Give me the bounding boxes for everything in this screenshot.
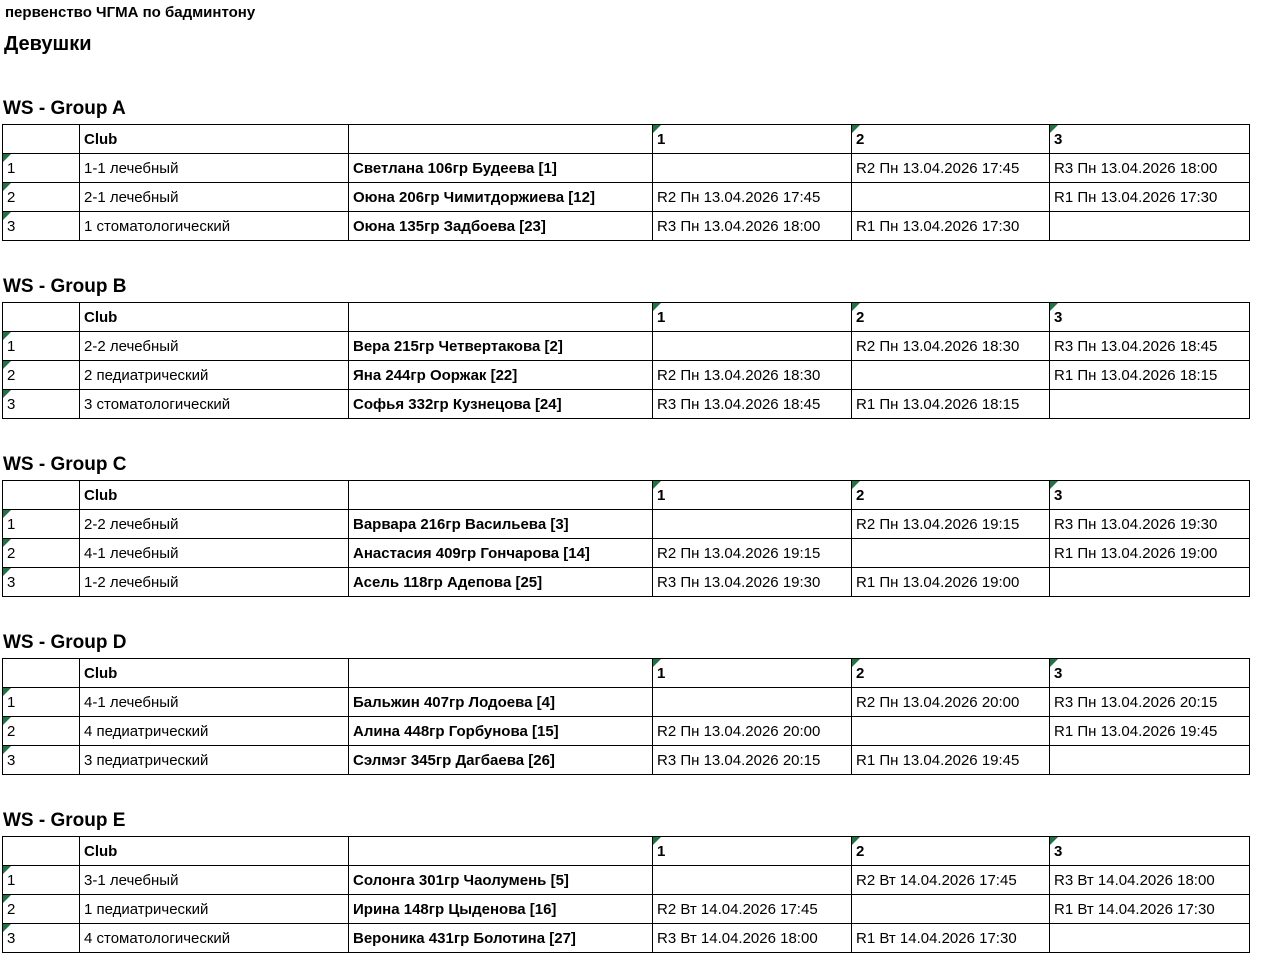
club-name: 2-2 лечебный (84, 337, 179, 355)
club-name: 4 педиатрический (84, 722, 209, 740)
table-row (3, 154, 1250, 183)
header-label: Club (84, 308, 118, 326)
round-3-header-cell (1050, 303, 1250, 332)
club-cell (80, 866, 349, 895)
club-name: 1-2 лечебный (84, 573, 179, 591)
group-heading: WS - Group C (3, 454, 127, 475)
match-schedule: R3 Пн 13.04.2026 19:30 (657, 573, 821, 591)
round-2-header-cell (852, 481, 1050, 510)
row-number: 1 (7, 515, 16, 533)
row-number-cell (3, 866, 80, 895)
player-cell (349, 183, 653, 212)
round-3-header-cell (1050, 125, 1250, 154)
header-label: 1 (657, 664, 666, 682)
club-name: 4 стоматологический (84, 929, 231, 947)
player-name: Софья 332гр Кузнецова [24] (353, 395, 562, 413)
groups-container (0, 97, 1280, 953)
table-row (3, 539, 1250, 568)
match-cell (852, 332, 1050, 361)
header-label: Club (84, 130, 118, 148)
match-schedule: R2 Пн 13.04.2026 17:45 (657, 188, 821, 206)
cell-corner-triangle-icon (3, 154, 11, 162)
player-cell (349, 717, 653, 746)
match-cell (852, 568, 1050, 597)
match-cell (653, 924, 852, 953)
table-header-row (3, 481, 1250, 510)
match-cell (1050, 332, 1250, 361)
table-header-row (3, 125, 1250, 154)
cell-corner-triangle-icon (653, 481, 661, 489)
club-cell (80, 361, 349, 390)
match-cell (653, 332, 852, 361)
header-label: 3 (1054, 842, 1063, 860)
club-name: 4-1 лечебный (84, 544, 179, 562)
table-row (3, 332, 1250, 361)
player-name: Варвара 216гр Васильева [3] (353, 515, 569, 533)
cell-corner-triangle-icon (3, 688, 11, 696)
club-cell (80, 212, 349, 241)
match-cell (1050, 568, 1250, 597)
match-schedule: R1 Пн 13.04.2026 18:15 (1054, 366, 1218, 384)
player-cell (349, 866, 653, 895)
match-schedule: R1 Пн 13.04.2026 19:45 (856, 751, 1020, 769)
cell-corner-triangle-icon (852, 303, 860, 311)
match-schedule: R2 Пн 13.04.2026 20:00 (657, 722, 821, 740)
match-schedule: R2 Пн 13.04.2026 19:15 (657, 544, 821, 562)
header-label: 2 (856, 842, 865, 860)
match-cell (653, 866, 852, 895)
player-cell (349, 510, 653, 539)
group-table (2, 658, 1250, 775)
player-name: Вера 215гр Четвертакова [2] (353, 337, 563, 355)
match-schedule: R3 Пн 13.04.2026 20:15 (1054, 693, 1218, 711)
match-schedule: R3 Пн 13.04.2026 20:15 (657, 751, 821, 769)
cell-corner-triangle-icon (1050, 837, 1058, 845)
header-label: 2 (856, 664, 865, 682)
match-schedule: R2 Вт 14.04.2026 17:45 (856, 871, 1017, 889)
match-cell (653, 154, 852, 183)
match-schedule: R2 Пн 13.04.2026 18:30 (856, 337, 1020, 355)
player-name: Оюна 206гр Чимитдоржиева [12] (353, 188, 595, 206)
club-header-cell (80, 659, 349, 688)
table-row (3, 866, 1250, 895)
row-number-cell (3, 539, 80, 568)
match-cell (653, 539, 852, 568)
match-schedule: R3 Пн 13.04.2026 18:00 (1054, 159, 1218, 177)
row-number-cell (3, 746, 80, 775)
cell-corner-triangle-icon (1050, 481, 1058, 489)
match-cell (852, 183, 1050, 212)
club-cell (80, 895, 349, 924)
round-1-header-cell (653, 125, 852, 154)
row-number-cell (3, 332, 80, 361)
cell-corner-triangle-icon (3, 866, 11, 874)
match-schedule: R3 Пн 13.04.2026 18:00 (657, 217, 821, 235)
player-name: Оюна 135гр Задбоева [23] (353, 217, 546, 235)
match-cell (852, 924, 1050, 953)
match-cell (852, 866, 1050, 895)
player-name: Светлана 106гр Будеева [1] (353, 159, 557, 177)
match-cell (1050, 361, 1250, 390)
cell-corner-triangle-icon (653, 837, 661, 845)
player-cell (349, 539, 653, 568)
club-cell (80, 924, 349, 953)
player-name: Сэлмэг 345гр Дагбаева [26] (353, 751, 555, 769)
match-schedule: R1 Вт 14.04.2026 17:30 (856, 929, 1017, 947)
match-schedule: R2 Пн 13.04.2026 18:30 (657, 366, 821, 384)
match-cell (653, 183, 852, 212)
player-cell (349, 568, 653, 597)
club-header-cell (80, 481, 349, 510)
table-row (3, 510, 1250, 539)
row-number-cell (3, 361, 80, 390)
header-label: Club (84, 664, 118, 682)
match-schedule: R3 Вт 14.04.2026 18:00 (1054, 871, 1215, 889)
player-name: Ирина 148гр Цыденова [16] (353, 900, 557, 918)
round-1-header-cell (653, 303, 852, 332)
cell-corner-triangle-icon (1050, 659, 1058, 667)
player-name: Алина 448гр Горбунова [15] (353, 722, 559, 740)
group-heading: WS - Group E (3, 810, 126, 831)
match-cell (1050, 924, 1250, 953)
match-cell (852, 688, 1050, 717)
row-number: 1 (7, 871, 16, 889)
round-2-header-cell (852, 659, 1050, 688)
match-schedule: R2 Пн 13.04.2026 20:00 (856, 693, 1020, 711)
header-label: Club (84, 842, 118, 860)
empty-header-cell (3, 481, 80, 510)
row-number: 2 (7, 366, 16, 384)
player-header-cell (349, 659, 653, 688)
cell-corner-triangle-icon (3, 895, 11, 903)
cell-corner-triangle-icon (3, 361, 11, 369)
table-row (3, 390, 1250, 419)
cell-corner-triangle-icon (3, 924, 11, 932)
player-name: Анастасия 409гр Гончарова [14] (353, 544, 590, 562)
player-header-cell (349, 125, 653, 154)
round-2-header-cell (852, 837, 1050, 866)
cell-corner-triangle-icon (3, 390, 11, 398)
table-row (3, 924, 1250, 953)
match-cell (852, 390, 1050, 419)
row-number-cell (3, 212, 80, 241)
match-schedule: R1 Пн 13.04.2026 17:30 (856, 217, 1020, 235)
row-number: 3 (7, 751, 16, 769)
match-cell (852, 539, 1050, 568)
row-number: 1 (7, 693, 16, 711)
round-1-header-cell (653, 481, 852, 510)
club-cell (80, 568, 349, 597)
match-cell (1050, 212, 1250, 241)
header-label: 3 (1054, 664, 1063, 682)
group-table (2, 480, 1250, 597)
table-header-row (3, 837, 1250, 866)
player-cell (349, 746, 653, 775)
club-cell (80, 154, 349, 183)
player-header-cell (349, 303, 653, 332)
match-cell (653, 717, 852, 746)
row-number-cell (3, 568, 80, 597)
cell-corner-triangle-icon (852, 125, 860, 133)
match-cell (653, 568, 852, 597)
row-number: 3 (7, 395, 16, 413)
row-number: 2 (7, 544, 16, 562)
match-cell (1050, 154, 1250, 183)
player-cell (349, 390, 653, 419)
match-cell (852, 510, 1050, 539)
club-header-cell (80, 837, 349, 866)
row-number: 1 (7, 337, 16, 355)
cell-corner-triangle-icon (852, 481, 860, 489)
match-cell (1050, 717, 1250, 746)
table-row (3, 568, 1250, 597)
match-cell (852, 895, 1050, 924)
row-number: 2 (7, 188, 16, 206)
row-number: 1 (7, 159, 16, 177)
round-3-header-cell (1050, 481, 1250, 510)
row-number: 3 (7, 573, 16, 591)
cell-corner-triangle-icon (653, 125, 661, 133)
match-cell (653, 688, 852, 717)
club-name: 1-1 лечебный (84, 159, 179, 177)
row-number-cell (3, 183, 80, 212)
player-name: Солонга 301гр Чаолумень [5] (353, 871, 569, 889)
table-row (3, 361, 1250, 390)
header-label: 2 (856, 486, 865, 504)
match-schedule: R1 Пн 13.04.2026 19:00 (1054, 544, 1218, 562)
match-cell (653, 895, 852, 924)
table-row (3, 183, 1250, 212)
club-cell (80, 717, 349, 746)
match-cell (1050, 510, 1250, 539)
player-cell (349, 212, 653, 241)
row-number-cell (3, 924, 80, 953)
club-name: 3 педиатрический (84, 751, 209, 769)
match-cell (1050, 390, 1250, 419)
cell-corner-triangle-icon (852, 659, 860, 667)
player-header-cell (349, 837, 653, 866)
match-cell (1050, 183, 1250, 212)
club-cell (80, 746, 349, 775)
group-section (0, 631, 1280, 775)
document-title: первенство ЧГМА по бадминтону (5, 4, 256, 21)
club-cell (80, 539, 349, 568)
header-label: Club (84, 486, 118, 504)
header-label: 3 (1054, 486, 1063, 504)
row-number: 3 (7, 929, 16, 947)
player-cell (349, 924, 653, 953)
round-3-header-cell (1050, 837, 1250, 866)
cell-corner-triangle-icon (852, 837, 860, 845)
match-cell (852, 746, 1050, 775)
cell-corner-triangle-icon (3, 568, 11, 576)
club-name: 3 стоматологический (84, 395, 231, 413)
cell-corner-triangle-icon (3, 510, 11, 518)
row-number-cell (3, 390, 80, 419)
match-cell (852, 212, 1050, 241)
group-section (0, 453, 1280, 597)
club-header-cell (80, 303, 349, 332)
club-cell (80, 688, 349, 717)
table-header-row (3, 659, 1250, 688)
player-name: Вероника 431гр Болотина [27] (353, 929, 576, 947)
match-cell (653, 390, 852, 419)
match-cell (852, 717, 1050, 746)
match-schedule: R2 Вт 14.04.2026 17:45 (657, 900, 818, 918)
club-name: 1 педиатрический (84, 900, 209, 918)
cell-corner-triangle-icon (3, 539, 11, 547)
document-subtitle: Девушки (4, 33, 92, 55)
empty-header-cell (3, 659, 80, 688)
match-cell (1050, 746, 1250, 775)
cell-corner-triangle-icon (3, 212, 11, 220)
table-row (3, 688, 1250, 717)
group-table (2, 124, 1250, 241)
group-section (0, 809, 1280, 953)
match-cell (1050, 688, 1250, 717)
row-number-cell (3, 510, 80, 539)
header-label: 1 (657, 130, 666, 148)
match-cell (852, 154, 1050, 183)
group-heading: WS - Group B (3, 276, 127, 297)
cell-corner-triangle-icon (1050, 125, 1058, 133)
cell-corner-triangle-icon (3, 332, 11, 340)
club-name: 1 стоматологический (84, 217, 231, 235)
header-label: 1 (657, 308, 666, 326)
header-label: 1 (657, 842, 666, 860)
player-name: Яна 244гр Ооржак [22] (353, 366, 518, 384)
player-cell (349, 332, 653, 361)
group-table (2, 302, 1250, 419)
row-number-cell (3, 688, 80, 717)
match-cell (653, 510, 852, 539)
empty-header-cell (3, 837, 80, 866)
round-1-header-cell (653, 659, 852, 688)
player-cell (349, 688, 653, 717)
header-label: 1 (657, 486, 666, 504)
cell-corner-triangle-icon (3, 717, 11, 725)
match-cell (1050, 866, 1250, 895)
match-schedule: R1 Пн 13.04.2026 17:30 (1054, 188, 1218, 206)
match-cell (852, 361, 1050, 390)
player-cell (349, 154, 653, 183)
match-schedule: R3 Пн 13.04.2026 19:30 (1054, 515, 1218, 533)
group-section (0, 97, 1280, 241)
match-schedule: R3 Пн 13.04.2026 18:45 (1054, 337, 1218, 355)
group-heading: WS - Group D (3, 632, 127, 653)
player-name: Асель 118гр Адепова [25] (353, 573, 543, 591)
club-header-cell (80, 125, 349, 154)
match-schedule: R2 Пн 13.04.2026 19:15 (856, 515, 1020, 533)
match-cell (653, 746, 852, 775)
player-header-cell (349, 481, 653, 510)
match-schedule: R1 Пн 13.04.2026 19:45 (1054, 722, 1218, 740)
empty-header-cell (3, 303, 80, 332)
empty-header-cell (3, 125, 80, 154)
header-label: 3 (1054, 308, 1063, 326)
group-heading: WS - Group A (3, 98, 126, 119)
table-row (3, 895, 1250, 924)
club-cell (80, 332, 349, 361)
header-label: 2 (856, 130, 865, 148)
club-name: 2-1 лечебный (84, 188, 179, 206)
match-cell (1050, 895, 1250, 924)
player-cell (349, 895, 653, 924)
row-number: 2 (7, 722, 16, 740)
club-cell (80, 510, 349, 539)
match-schedule: R3 Пн 13.04.2026 18:45 (657, 395, 821, 413)
row-number-cell (3, 895, 80, 924)
match-schedule: R1 Пн 13.04.2026 19:00 (856, 573, 1020, 591)
club-cell (80, 183, 349, 212)
table-header-row (3, 303, 1250, 332)
header-label: 3 (1054, 130, 1063, 148)
match-schedule: R1 Вт 14.04.2026 17:30 (1054, 900, 1215, 918)
club-cell (80, 390, 349, 419)
match-schedule: R3 Вт 14.04.2026 18:00 (657, 929, 818, 947)
player-cell (349, 361, 653, 390)
player-name: Бальжин 407гр Лодоева [4] (353, 693, 555, 711)
header-label: 2 (856, 308, 865, 326)
match-cell (653, 212, 852, 241)
table-row (3, 717, 1250, 746)
match-schedule: R1 Пн 13.04.2026 18:15 (856, 395, 1020, 413)
match-schedule: R2 Пн 13.04.2026 17:45 (856, 159, 1020, 177)
row-number-cell (3, 154, 80, 183)
match-cell (1050, 539, 1250, 568)
group-table (2, 836, 1250, 953)
club-name: 4-1 лечебный (84, 693, 179, 711)
table-row (3, 746, 1250, 775)
row-number: 3 (7, 217, 16, 235)
club-name: 2-2 лечебный (84, 515, 179, 533)
round-3-header-cell (1050, 659, 1250, 688)
cell-corner-triangle-icon (1050, 303, 1058, 311)
row-number: 2 (7, 900, 16, 918)
round-2-header-cell (852, 125, 1050, 154)
round-2-header-cell (852, 303, 1050, 332)
round-1-header-cell (653, 837, 852, 866)
row-number-cell (3, 717, 80, 746)
club-name: 3-1 лечебный (84, 871, 179, 889)
match-cell (653, 361, 852, 390)
cell-corner-triangle-icon (3, 183, 11, 191)
table-row (3, 212, 1250, 241)
group-section (0, 275, 1280, 419)
cell-corner-triangle-icon (3, 746, 11, 754)
club-name: 2 педиатрический (84, 366, 209, 384)
cell-corner-triangle-icon (653, 303, 661, 311)
cell-corner-triangle-icon (653, 659, 661, 667)
